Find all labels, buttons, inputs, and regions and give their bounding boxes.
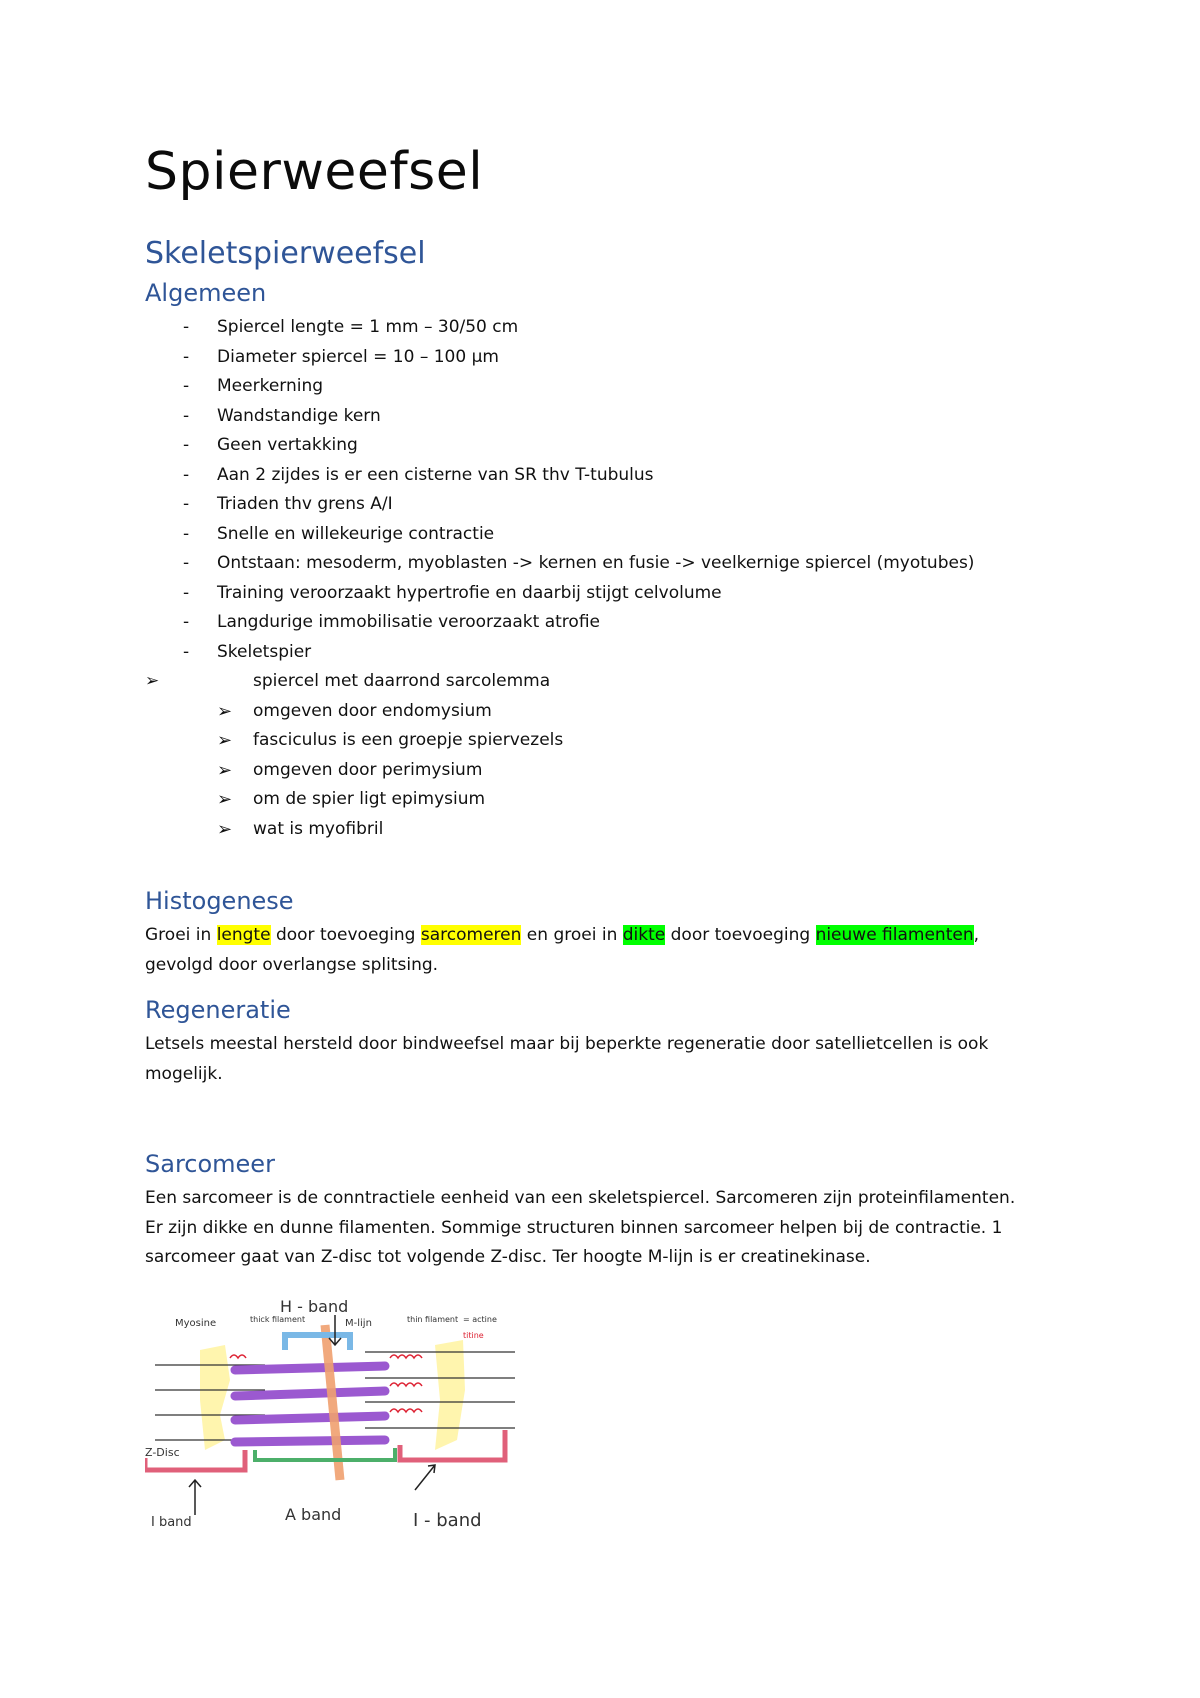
dash-bullet: - xyxy=(183,317,190,337)
regeneratie-paragraph xyxy=(145,1030,1065,1089)
text-run: gevolgd door overlangse splitsing. xyxy=(145,954,439,975)
list-item-text: Langdurige immobilisatie veroorzaakt atrofie xyxy=(217,612,600,632)
list-item-text: Ontstaan: mesoderm, myoblasten -> kernen en fusie -> veelkernige spiercel (myotubes) xyxy=(217,553,975,573)
page-title: Spierweefsel xyxy=(145,142,484,202)
text-line: Een sarcomeer is de conntractiele eenheid van een skeletspiercel. Sarcomeren zijn proteinfilamenten. xyxy=(145,1188,1016,1208)
list-item xyxy=(145,461,654,491)
thick-filaments xyxy=(235,1366,385,1442)
list-item-text: Geen vertakking xyxy=(217,435,358,455)
i-band-highlight-right xyxy=(435,1340,465,1450)
list-item-text: Meerkerning xyxy=(217,376,324,396)
list-item-text: Aan 2 zijdes is er een cisterne van SR thv T-tubulus xyxy=(217,464,654,485)
label-a-band: A band xyxy=(285,1505,342,1524)
list-item xyxy=(145,402,381,432)
sublist-item xyxy=(145,756,483,786)
sublist-item-text: fasciculus is een groepje spiervezels xyxy=(253,730,564,750)
text-run: door toevoeging xyxy=(665,925,816,945)
label-i-band-left: I band xyxy=(151,1515,192,1530)
sarcomeer-paragraph xyxy=(145,1184,1065,1273)
highlight-green: nieuwe filamenten xyxy=(815,925,974,945)
label-titine: titine xyxy=(463,1331,484,1340)
text-run: , xyxy=(973,925,980,945)
sarcomere-sketch xyxy=(145,1290,525,1530)
list-item xyxy=(145,520,495,550)
label-h-band: H - band xyxy=(280,1297,349,1316)
list-item xyxy=(145,549,975,579)
dash-bullet: - xyxy=(183,641,190,662)
label-i-band-right: I - band xyxy=(413,1510,482,1530)
list-item-text: Spiercel lengte = 1 mm – 30/50 cm xyxy=(217,317,519,337)
text-run: en groei in xyxy=(521,925,623,945)
dash-bullet: - xyxy=(183,523,190,544)
arrow-bullet-icon: ➢ xyxy=(145,671,160,691)
arrow-bullet-icon: ➢ xyxy=(217,789,233,810)
text-line: mogelijk. xyxy=(145,1063,223,1084)
sublist-item-text: wat is myofibril xyxy=(253,818,384,839)
i-band-highlight-left xyxy=(200,1345,230,1450)
dash-bullet: - xyxy=(183,582,190,603)
sublist-item xyxy=(145,726,564,756)
algemeen-list xyxy=(145,313,975,844)
list-item-text: Skeletspier xyxy=(217,641,312,662)
sublist-item xyxy=(145,667,551,697)
list-item xyxy=(145,343,499,373)
sarcomeer-heading: Sarcomeer xyxy=(145,1150,275,1178)
list-item xyxy=(145,638,312,668)
highlight-yellow: sarcomeren xyxy=(420,925,522,945)
list-item xyxy=(145,490,393,520)
histogenese-paragraph xyxy=(145,921,1065,980)
list-item-text: Diameter spiercel = 10 – 100 µm xyxy=(217,346,499,367)
arrow-bullet-icon: ➢ xyxy=(217,818,233,840)
sublist-item-text: spiercel met daarrond sarcolemma xyxy=(253,671,551,691)
section-heading: Skeletspierweefsel xyxy=(145,236,426,271)
m-line xyxy=(325,1325,340,1480)
dash-bullet: - xyxy=(183,464,190,485)
a-band-bracket xyxy=(255,1448,395,1460)
h-band-bracket xyxy=(285,1335,350,1350)
sublist-item xyxy=(145,697,492,727)
text-line: Er zijn dikke en dunne filamenten. Sommige structuren binnen sarcomeer helpen bij de contractie. 1 xyxy=(145,1217,1003,1238)
dash-bullet: - xyxy=(183,346,190,367)
regeneratie-heading: Regeneratie xyxy=(145,996,291,1024)
dash-bullet: - xyxy=(183,405,190,426)
sublist-item xyxy=(145,785,486,815)
sublist-item-text: omgeven door perimysium xyxy=(253,759,483,780)
dash-bullet: - xyxy=(183,435,190,455)
dash-bullet: - xyxy=(183,553,190,573)
sublist-item xyxy=(145,815,384,845)
highlight-yellow: lengte xyxy=(216,925,271,945)
algemeen-heading: Algemeen xyxy=(145,279,267,307)
arrow-bullet-icon: ➢ xyxy=(217,700,233,722)
sublist-item-text: omgeven door endomysium xyxy=(253,700,492,721)
label-thin: thin filament xyxy=(407,1315,459,1324)
text-line: sarcomeer gaat van Z-disc tot volgende Z-disc. Ter hoogte M-lijn is er creatinekinase. xyxy=(145,1247,871,1267)
dash-bullet: - xyxy=(183,376,190,396)
list-item xyxy=(145,579,722,609)
text-run: door toevoeging xyxy=(270,925,421,945)
list-item xyxy=(145,313,519,343)
label-actine: = actine xyxy=(463,1315,497,1324)
label-z-disc: Z-Disc xyxy=(145,1446,180,1459)
list-item-text: Snelle en willekeurige contractie xyxy=(217,523,495,544)
sublist-item-text: om de spier ligt epimysium xyxy=(253,789,486,809)
text-run: Groei in xyxy=(145,925,217,945)
arrow-bullet-icon: ➢ xyxy=(217,759,233,781)
list-item-text: Training veroorzaakt hypertrofie en daarbij stijgt celvolume xyxy=(217,582,722,603)
label-m-lijn: M-lijn xyxy=(345,1318,372,1329)
list-item xyxy=(145,608,600,638)
label-myosine: Myosine xyxy=(175,1318,217,1329)
label-thick: thick filament xyxy=(250,1315,306,1324)
list-item xyxy=(145,431,358,461)
dash-bullet: - xyxy=(183,612,190,632)
histogenese-heading: Histogenese xyxy=(145,887,294,915)
list-item-text: Triaden thv grens A/I xyxy=(217,494,393,514)
arrow-bullet-icon: ➢ xyxy=(217,730,233,751)
dash-bullet: - xyxy=(183,494,190,514)
highlight-green: dikte xyxy=(622,925,666,945)
text-line: Letsels meestal hersteld door bindweefsel maar bij beperkte regeneratie door satellietcellen is ook xyxy=(145,1034,989,1054)
sarcomere-diagram xyxy=(145,1290,525,1530)
list-item-text: Wandstandige kern xyxy=(217,405,381,426)
list-item xyxy=(145,372,324,402)
